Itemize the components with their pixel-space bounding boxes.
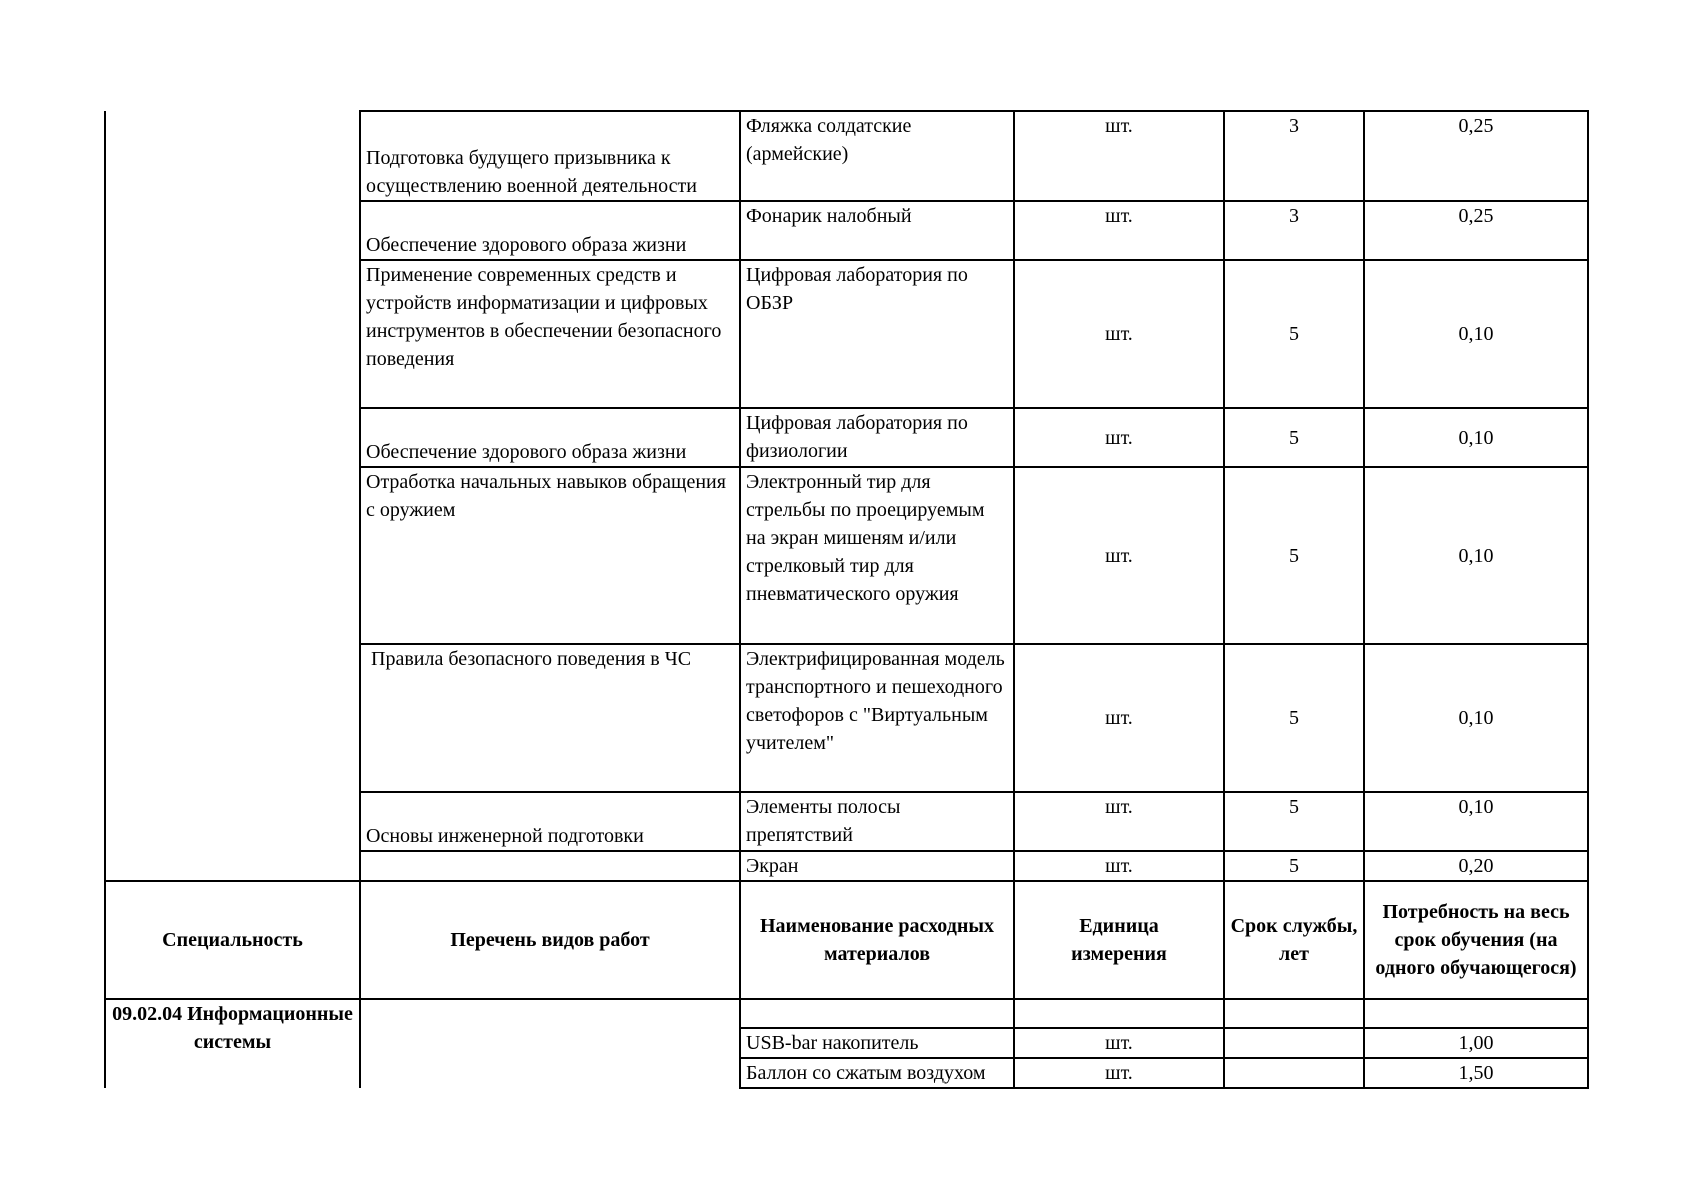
need-cell: 1,00 — [1364, 1028, 1588, 1058]
header-term: Срок службы, лет — [1224, 881, 1364, 999]
need-cell: 0,10 — [1364, 467, 1588, 644]
need-cell — [1364, 999, 1588, 1028]
unit-cell: шт. — [1014, 201, 1224, 260]
item-cell: Баллон со сжатым воздухом — [740, 1058, 1014, 1088]
work-cell: Обеспечение здорового образа жизни — [360, 408, 740, 467]
term-cell — [1224, 999, 1364, 1028]
unit-cell: шт. — [1014, 644, 1224, 792]
need-cell: 0,20 — [1364, 851, 1588, 881]
unit-cell: шт. — [1014, 467, 1224, 644]
unit-cell: шт. — [1014, 851, 1224, 881]
item-cell: Электронный тир для стрельбы по проецируемым на экран мишеням и/или стрелковый тир для пневматического оружия — [740, 467, 1014, 644]
need-cell: 0,10 — [1364, 260, 1588, 408]
need-cell: 0,10 — [1364, 792, 1588, 851]
unit-cell: шт. — [1014, 260, 1224, 408]
item-cell: Цифровая лаборатория по физиологии — [740, 408, 1014, 467]
header-specialty: Специальность — [105, 881, 360, 999]
need-cell: 0,25 — [1364, 201, 1588, 260]
item-cell: Электрифицированная модель транспортного и пешеходного светофоров с "Виртуальным учителем" — [740, 644, 1014, 792]
unit-cell: шт. — [1014, 1028, 1224, 1058]
term-cell: 5 — [1224, 260, 1364, 408]
term-cell: 5 — [1224, 851, 1364, 881]
unit-cell: шт. — [1014, 792, 1224, 851]
header-need: Потребность на весь срок обучения (на одного обучающегося) — [1364, 881, 1588, 999]
item-cell: USB-bar накопитель — [740, 1028, 1014, 1058]
unit-cell: шт. — [1014, 408, 1224, 467]
item-cell: Элементы полосы препятствий — [740, 792, 1014, 851]
term-cell: 5 — [1224, 792, 1364, 851]
work-cell: Отработка начальных навыков обращения с оружием — [360, 467, 740, 644]
work-cell: Применение современных средств и устройств информатизации и цифровых инструментов в обеспечении безопасного поведения — [360, 260, 740, 408]
work-cell: Подготовка будущего призывника к осуществлению военной деятельности — [360, 111, 740, 201]
item-cell: Цифровая лаборатория по ОБЗР — [740, 260, 1014, 408]
header-unit: Единица измерения — [1014, 881, 1224, 999]
term-cell — [1224, 1028, 1364, 1058]
term-cell: 5 — [1224, 644, 1364, 792]
need-cell: 0,25 — [1364, 111, 1588, 201]
term-cell: 3 — [1224, 201, 1364, 260]
work-cell-empty — [360, 999, 740, 1088]
table-row — [105, 111, 1588, 201]
item-cell: Фонарик налобный — [740, 201, 1014, 260]
item-cell: Фляжка солдатские (армейские) — [740, 111, 1014, 201]
work-cell: Основы инженерной подготовки — [360, 792, 740, 851]
work-cell: Обеспечение здорового образа жизни — [360, 201, 740, 260]
need-cell: 0,10 — [1364, 644, 1588, 792]
term-cell — [1224, 1058, 1364, 1088]
consumables-table-sheet — [104, 110, 1589, 1089]
specialty-cell: 09.02.04 Информационные системы — [105, 999, 360, 1088]
consumables-table — [104, 110, 1589, 1089]
work-cell: Правила безопасного поведения в ЧС — [360, 644, 740, 792]
specialty-cell-continued — [105, 111, 360, 881]
table-row — [105, 999, 1588, 1028]
header-works: Перечень видов работ — [360, 881, 740, 999]
work-cell — [360, 851, 740, 881]
unit-cell: шт. — [1014, 1058, 1224, 1088]
term-cell: 5 — [1224, 408, 1364, 467]
item-cell: Экран — [740, 851, 1014, 881]
term-cell: 5 — [1224, 467, 1364, 644]
item-cell — [740, 999, 1014, 1028]
unit-cell — [1014, 999, 1224, 1028]
header-materials: Наименование расходных материалов — [740, 881, 1014, 999]
need-cell: 1,50 — [1364, 1058, 1588, 1088]
term-cell: 3 — [1224, 111, 1364, 201]
unit-cell: шт. — [1014, 111, 1224, 201]
need-cell: 0,10 — [1364, 408, 1588, 467]
table-header-row — [105, 881, 1588, 999]
